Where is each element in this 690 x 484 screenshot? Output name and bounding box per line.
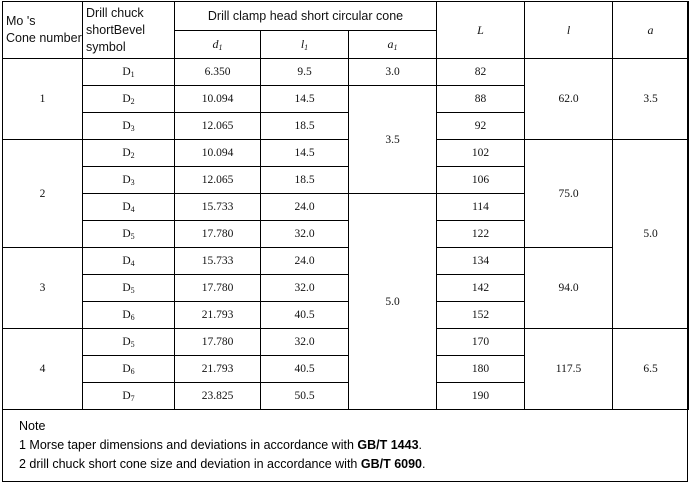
L-cell: 170: [437, 329, 525, 356]
header-drill-chuck: [83, 2, 175, 59]
L-cell: 180: [437, 356, 525, 383]
cone-number-cell: 1: [3, 59, 83, 140]
header-drill-chuck-line3: symbol: [86, 39, 126, 54]
symbol-cell: [83, 59, 175, 86]
header-mo-cone-line2: Cone number: [6, 31, 82, 45]
symbol-letter: D: [122, 92, 131, 105]
symbol-cell: [83, 221, 175, 248]
symbol-sub: 2: [130, 96, 135, 106]
l-cell: 117.5: [525, 329, 613, 410]
note-line-1-standard: GB/T 1443: [357, 438, 419, 452]
note-line-1: [19, 436, 687, 455]
d1-cell: 21.793: [175, 356, 261, 383]
d1-cell: 12.065: [175, 113, 261, 140]
symbol-sub: 6: [130, 366, 135, 376]
header-d1-letter: d: [212, 37, 219, 51]
symbol-cell: [83, 113, 175, 140]
symbol-letter: D: [122, 362, 131, 375]
symbol-letter: D: [122, 65, 131, 78]
d1-cell: 12.065: [175, 167, 261, 194]
symbol-letter: D: [122, 146, 131, 159]
note-line-2-standard: GB/T 6090: [360, 457, 422, 471]
symbol-letter: D: [122, 173, 131, 186]
l1-cell: 18.5: [261, 167, 349, 194]
l1-cell: 32.0: [261, 275, 349, 302]
table-row: [3, 329, 689, 356]
l1-cell: 14.5: [261, 86, 349, 113]
header-drill-clamp-group: Drill clamp head short circular cone: [175, 2, 437, 31]
a1-cell: 3.0: [349, 59, 437, 86]
header-mo-cone-line1: Mo 's: [6, 14, 36, 28]
l1-cell: 24.0: [261, 194, 349, 221]
table-row: [3, 140, 689, 167]
header-drill-chuck-line1: Drill chuck: [86, 5, 144, 20]
header-a: a: [613, 2, 689, 59]
a-cell: 3.5: [613, 59, 689, 140]
l1-cell: 14.5: [261, 140, 349, 167]
d1-cell: 10.094: [175, 140, 261, 167]
l1-cell: 32.0: [261, 329, 349, 356]
symbol-sub: 6: [130, 312, 135, 322]
d1-cell: 10.094: [175, 86, 261, 113]
header-mo-cone: [3, 2, 83, 59]
L-cell: 82: [437, 59, 525, 86]
symbol-sub: 5: [130, 339, 135, 349]
header-L: L: [437, 2, 525, 59]
symbol-sub: 3: [130, 177, 135, 187]
L-cell: 114: [437, 194, 525, 221]
a1-cell: 5.0: [349, 194, 437, 410]
symbol-cell: [83, 383, 175, 410]
symbol-cell: [83, 86, 175, 113]
note-line-2-text: 2 drill chuck short cone size and deviation in accordance with: [19, 457, 361, 471]
note-title: Note: [19, 419, 46, 433]
symbol-cell: [83, 329, 175, 356]
symbol-letter: D: [122, 119, 131, 132]
header-drill-chuck-line2: shortBevel: [86, 22, 146, 37]
L-cell: 122: [437, 221, 525, 248]
d1-cell: 15.733: [175, 194, 261, 221]
header-a1-sub: 1: [393, 43, 398, 52]
symbol-cell: [83, 302, 175, 329]
d1-cell: 23.825: [175, 383, 261, 410]
symbol-letter: D: [122, 227, 131, 240]
l-cell: 62.0: [525, 59, 613, 140]
note-section: [3, 409, 687, 481]
symbol-letter: D: [122, 335, 131, 348]
l1-cell: 40.5: [261, 302, 349, 329]
d1-cell: 15.733: [175, 248, 261, 275]
d1-cell: 17.780: [175, 275, 261, 302]
symbol-sub: 7: [130, 393, 135, 403]
header-l1-sub: 1: [304, 43, 309, 52]
header-d1-sub: 1: [218, 43, 223, 52]
header-d1: [175, 31, 261, 59]
L-cell: 102: [437, 140, 525, 167]
symbol-letter: D: [122, 254, 131, 267]
header-a1: [349, 31, 437, 59]
symbol-sub: 4: [130, 258, 135, 268]
L-cell: 88: [437, 86, 525, 113]
table-row: [3, 59, 689, 86]
symbol-cell: [83, 194, 175, 221]
L-cell: 106: [437, 167, 525, 194]
a1-cell: 3.5: [349, 86, 437, 194]
a-cell: 5.0: [613, 140, 689, 329]
l1-cell: 32.0: [261, 221, 349, 248]
symbol-sub: 1: [130, 69, 135, 79]
symbol-letter: D: [122, 308, 131, 321]
header-row-1: [3, 2, 689, 31]
symbol-sub: 2: [130, 150, 135, 160]
L-cell: 190: [437, 383, 525, 410]
header-l: l: [525, 2, 613, 59]
symbol-letter: D: [122, 281, 131, 294]
L-cell: 134: [437, 248, 525, 275]
d1-cell: 6.350: [175, 59, 261, 86]
symbol-sub: 4: [130, 204, 135, 214]
L-cell: 142: [437, 275, 525, 302]
symbol-sub: 5: [130, 231, 135, 241]
header-l1-letter: l: [300, 37, 305, 51]
header-a1-letter: a: [387, 37, 394, 51]
symbol-sub: 3: [130, 123, 135, 133]
cone-number-cell: 3: [3, 248, 83, 329]
symbol-cell: [83, 167, 175, 194]
d1-cell: 21.793: [175, 302, 261, 329]
l-cell: 75.0: [525, 140, 613, 248]
note-line-1-text: 1 Morse taper dimensions and deviations in accordance with: [19, 438, 358, 452]
L-cell: 152: [437, 302, 525, 329]
cone-number-cell: 2: [3, 140, 83, 248]
d1-cell: 17.780: [175, 329, 261, 356]
L-cell: 92: [437, 113, 525, 140]
a-cell: 6.5: [613, 329, 689, 410]
l1-cell: 18.5: [261, 113, 349, 140]
l1-cell: 24.0: [261, 248, 349, 275]
symbol-letter: D: [122, 200, 131, 213]
note-line-2: [19, 455, 687, 474]
l1-cell: 9.5: [261, 59, 349, 86]
l-cell: 94.0: [525, 248, 613, 329]
symbol-sub: 5: [130, 285, 135, 295]
spec-sheet: [2, 1, 688, 482]
morse-taper-table: [2, 1, 689, 410]
symbol-cell: [83, 248, 175, 275]
symbol-cell: [83, 275, 175, 302]
note-line-2-period: .: [422, 457, 426, 471]
d1-cell: 17.780: [175, 221, 261, 248]
note-line-1-period: .: [418, 438, 423, 452]
header-l1: [261, 31, 349, 59]
l1-cell: 50.5: [261, 383, 349, 410]
l1-cell: 40.5: [261, 356, 349, 383]
symbol-cell: [83, 356, 175, 383]
cone-number-cell: 4: [3, 329, 83, 410]
symbol-letter: D: [122, 389, 131, 402]
table-row: [3, 248, 689, 275]
symbol-cell: [83, 140, 175, 167]
